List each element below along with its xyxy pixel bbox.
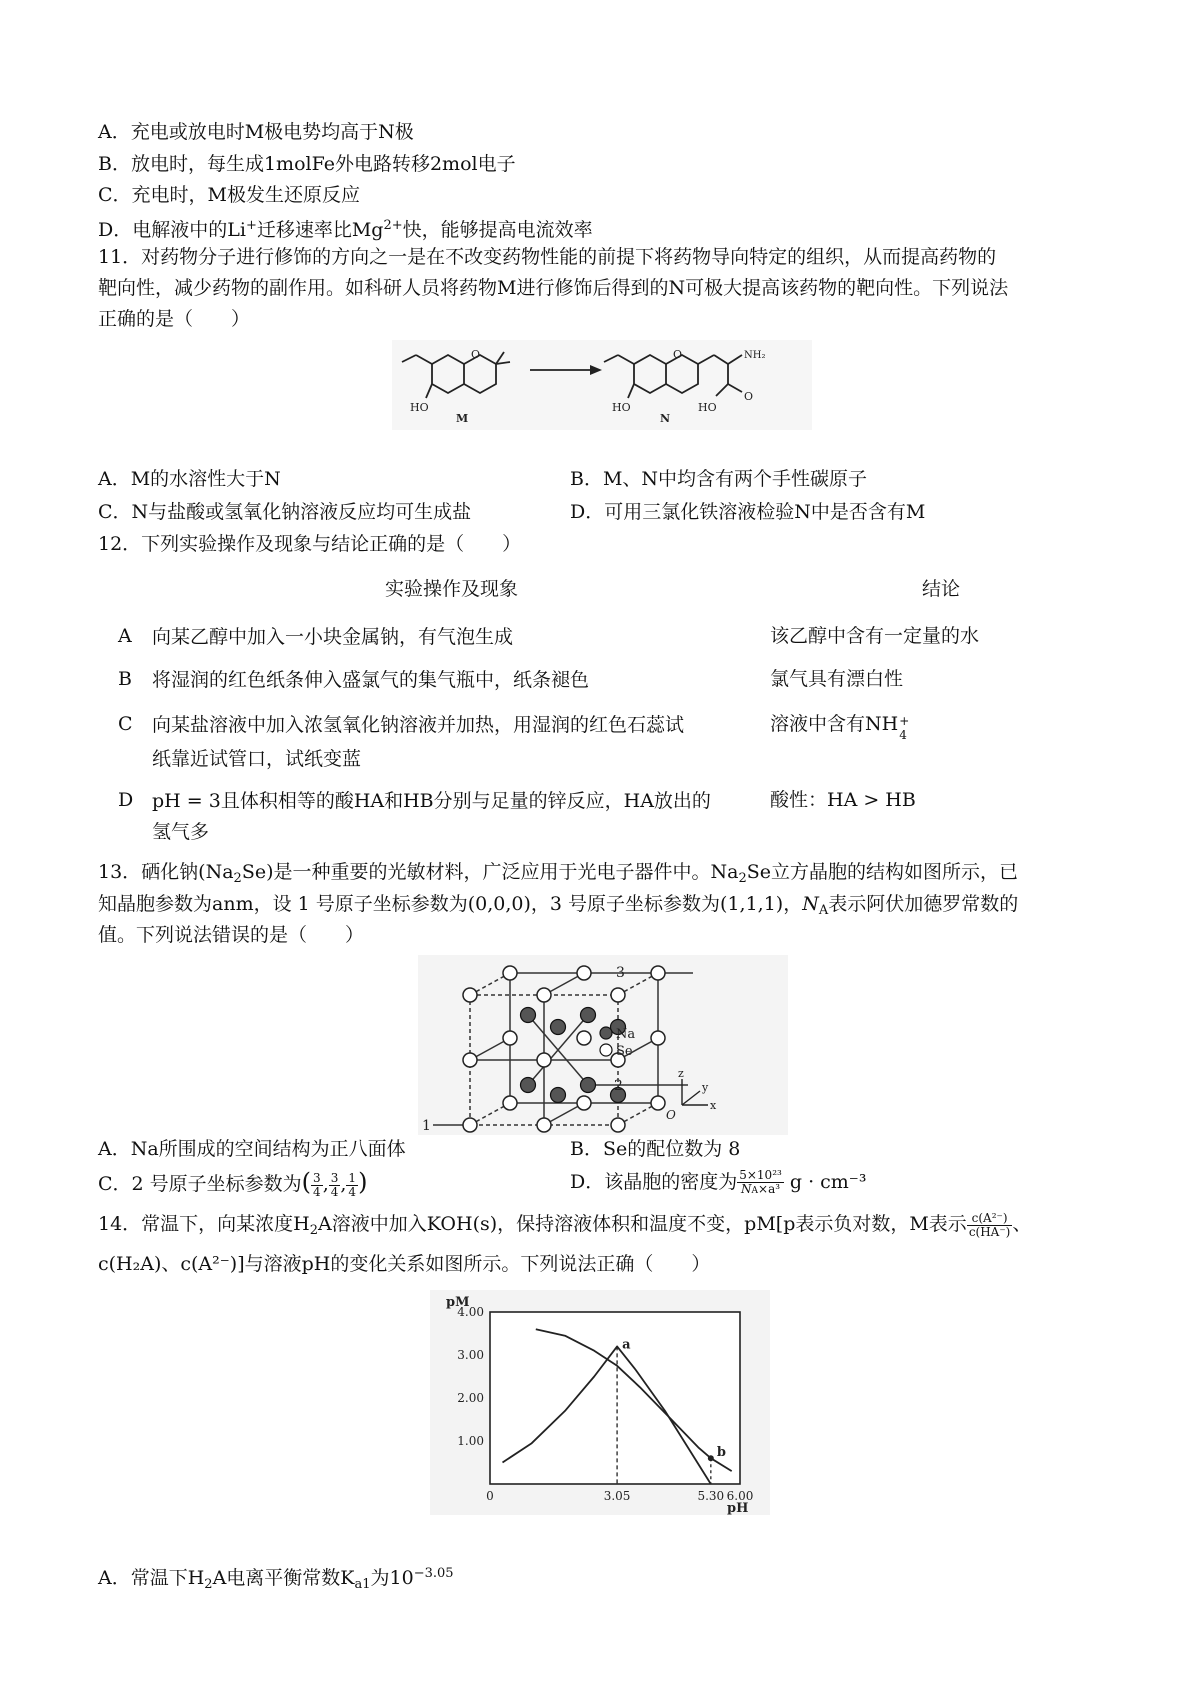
q13-stem-line3: 值。下列说法错误的是（ ） — [98, 924, 365, 946]
q12-header-conclusion: 结论 — [922, 578, 961, 600]
q11-stem-line2: 靶向性，减少药物的副作用。如科研人员将药物M进行修饰后得到的N可极大提高该药物的靶向性。下列说法 — [98, 277, 1009, 299]
q14-ph-chart — [430, 1290, 770, 1515]
m-ho-label: HO — [410, 401, 429, 414]
y-tick-label: 4.00 — [457, 1305, 484, 1319]
m-oxygen-label: O — [471, 348, 481, 361]
q12-row-letter: D — [118, 789, 134, 811]
q11-option-c: C．N与盐酸或氢氧化钠溶液反应均可生成盐 — [98, 501, 472, 523]
q14-stem-line1: 14．常温下，向某浓度$H_2A$溶液中加入KOH(s)，保持溶液体积和温度不变，pM[p表示负对数，M表示 $\frac{\text{c(A²⁻)}}{c(HA^-)}$ 、 — [98, 1210, 1032, 1239]
axis-origin-label: O — [666, 1108, 676, 1122]
q13-option-d: D．该晶胞的密度为 $\frac{\text{5×10²³}}{\text{NA×a³}}$ g · cm⁻³ — [570, 1167, 867, 1196]
x-tick-label: 5.30 — [697, 1489, 725, 1503]
q13-stem-line1: 13．硒化钠$(Na_2Se)$是一种重要的光敏材料，广泛应用于光电子器件中。$Na_2Se$立方晶胞的结构如图所示，已 — [98, 861, 1019, 886]
q10-option-b: B．放电时，每生成1molFe外电路转移2mol电子 — [98, 153, 516, 175]
m-label: M — [456, 412, 469, 425]
q11-molecule-figure — [392, 340, 812, 430]
point-b-label: b — [716, 1445, 726, 1461]
x-tick-label: 3.05 — [603, 1489, 631, 1503]
q12-row-conclusion: 氯气具有漂白性 — [770, 668, 904, 690]
q12-row-letter: C — [118, 713, 133, 735]
q11-option-d: D．可用三氯化铁溶液检验N中是否含有M — [570, 501, 926, 523]
n-carbonyl-o-label: O — [744, 390, 754, 403]
atom-label-3: 3 — [616, 965, 625, 981]
point-b-marker — [708, 1455, 714, 1461]
point-a-label: a — [622, 1337, 631, 1353]
q14-stem-line2: c(H₂A)、c(A²⁻)]与溶液pH的变化关系如图所示。下列说法正确（ ） — [98, 1253, 711, 1275]
q12-row-conclusion: 该乙醇中含有一定量的水 — [770, 625, 980, 647]
n-nh2-label: NH₂ — [744, 350, 766, 361]
q12-row-conclusion: 酸性：HA > HB — [770, 789, 916, 811]
legend-na: Na — [616, 1027, 636, 1042]
y-axis-label: pM — [446, 1295, 470, 1310]
y-tick-label: 2.00 — [457, 1391, 484, 1405]
q14-option-a: A．常温下$H_2A$电离平衡常数$K_{a1}$为$10^{-3.05}$ — [98, 1566, 454, 1592]
q13-option-c: C．2 号原子坐标参数为( $\frac{3}{4}$ , $\frac{3}{4}$ , $\frac{1}{4}$ ) — [98, 1168, 368, 1199]
q12-row-operation: 向某盐溶液中加入浓氢氧化钠溶液并加热，用湿润的红色石蕊试 — [152, 714, 685, 736]
q11-option-a: A．M的水溶性大于N — [98, 468, 281, 490]
q12-stem: 12．下列实验操作及现象与结论正确的是（ ） — [98, 533, 522, 555]
q13-stem-line2: 知晶胞参数为anm，设 1 号原子坐标参数为(0,0,0)，3 号原子坐标参数为(1,1,1)，$N_A$表示阿伏加德罗常数的 — [98, 893, 1019, 918]
q11-option-b: B．M、N中均含有两个手性碳原子 — [570, 468, 868, 490]
q12-header-operation: 实验操作及现象 — [385, 578, 519, 600]
y-tick-label: 3.00 — [457, 1348, 484, 1362]
legend-se: Se — [616, 1044, 633, 1059]
q12-row-operation: pH = 3且体积相等的酸HA和HB分别与足量的锌反应，HA放出的 — [152, 790, 711, 812]
n-oxygen-label: O — [673, 348, 683, 361]
q10-option-a: A．充电或放电时M极电势均高于N极 — [98, 121, 414, 143]
q11-stem-line1: 11．对药物分子进行修饰的方向之一是在不改变药物性能的前提下将药物导向特定的组织，从而提高药物的 — [98, 246, 997, 268]
atom-label-2: 2 — [614, 1078, 623, 1094]
axis-z-label: z — [678, 1067, 684, 1080]
q12-row-conclusion: 溶液中含有NH + 4 — [770, 713, 910, 742]
q12-row-operation-cont: 纸靠近试管口，试纸变蓝 — [152, 748, 362, 770]
x-axis-label: pH — [727, 1501, 749, 1515]
x-tick-label: 6.00 — [726, 1489, 754, 1503]
q12-row-letter: B — [118, 668, 132, 690]
axis-y-label: y — [702, 1081, 709, 1094]
y-tick-label: 1.00 — [457, 1434, 484, 1448]
x-tick-label: 0 — [486, 1489, 494, 1503]
q12-row-operation-cont: 氢气多 — [152, 821, 210, 843]
q13-option-b: B．Se的配位数为 8 — [570, 1138, 741, 1160]
q12-row-letter: A — [118, 625, 132, 647]
q12-row-operation: 将湿润的红色纸条伸入盛氯气的集气瓶中，纸条褪色 — [152, 669, 590, 691]
q11-stem-line3: 正确的是（ ） — [98, 308, 251, 330]
q10-option-d: D．电解液中的Li+迁移速率比$Mg^{2+}$快，能够提高电流效率 — [98, 218, 593, 241]
axis-x-label: x — [710, 1099, 717, 1112]
n-ho-label: HO — [612, 401, 631, 414]
q10-option-c: C．充电时，M极发生还原反应 — [98, 184, 360, 206]
q12-row-operation: 向某乙醇中加入一小块金属钠，有气泡生成 — [152, 626, 514, 648]
n-ho-label-2: HO — [698, 401, 717, 414]
atom-label-1: 1 — [422, 1118, 431, 1134]
q13-crystal-figure — [418, 955, 788, 1135]
n-label: N — [660, 412, 671, 425]
q13-option-a: A．Na所围成的空间结构为正八面体 — [98, 1138, 406, 1160]
